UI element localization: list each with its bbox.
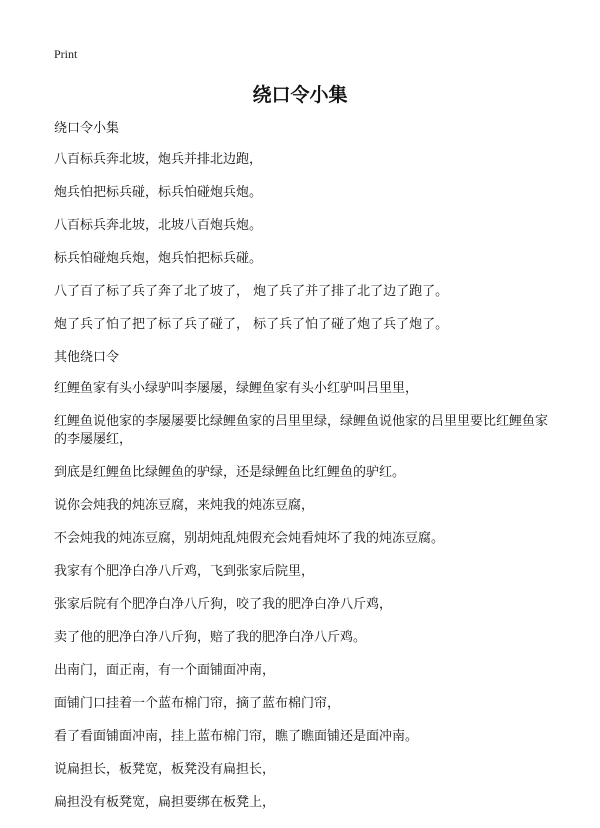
- text-line: 八了百了标了兵了奔了北了坡了， 炮了兵了并了排了北了边了跑了。: [54, 284, 449, 299]
- document-title: 绕口令小集: [252, 84, 348, 106]
- text-line: 扁担没有板凳宽，扁担要绑在板凳上，: [54, 795, 276, 810]
- text-line: 到底是红鲤鱼比绿鲤鱼的驴绿，还是绿鲤鱼比红鲤鱼的驴红。: [54, 465, 406, 480]
- text-line: 炮兵怕把标兵碰，标兵怕碰炮兵炮。: [54, 185, 263, 200]
- text-line: 不会炖我的炖冻豆腐，别胡炖乱炖假充会炖看炖坏了我的炖冻豆腐。: [54, 531, 445, 546]
- text-line: 出南门，面正南，有一个面铺面冲南，: [54, 663, 276, 678]
- text-line: 八百标兵奔北坡，北坡八百炮兵炮。: [54, 218, 263, 233]
- text-line: 我家有个肥净白净八斤鸡，飞到张家后院里，: [54, 564, 315, 579]
- text-line: 标兵怕碰炮兵炮，炮兵怕把标兵碰。: [54, 251, 263, 266]
- text-line: 卖了他的肥净白净八斤狗，赔了我的肥净白净八斤鸡。: [54, 630, 367, 645]
- print-label[interactable]: Print: [54, 47, 78, 61]
- section-heading-other: 其他绕口令: [54, 350, 120, 365]
- text-line: 说你会炖我的炖冻豆腐，来炖我的炖冻豆腐，: [54, 498, 315, 513]
- section-heading-tongue-twisters: 绕口令小集: [54, 121, 120, 136]
- text-line: 说扁担长，板凳宽，板凳没有扁担长，: [54, 762, 276, 777]
- text-line: 面铺门口挂着一个蓝布棉门帘，摘了蓝布棉门帘，: [54, 696, 341, 711]
- text-line: 张家后院有个肥净白净八斤狗，咬了我的肥净白净八斤鸡，: [54, 597, 393, 612]
- text-line: 八百标兵奔北坡，炮兵并排北边跑，: [54, 152, 263, 167]
- document-body: [54, 120, 554, 827]
- text-line: 红鲤鱼说他家的李屡屡要比绿鲤鱼家的吕里里绿，绿鲤鱼说他家的吕里里要比红鲤鱼家的李屡屡红，: [54, 414, 549, 447]
- text-line: 看了看面铺面冲南，挂上蓝布棉门帘，瞧了瞧面铺还是面冲南。: [54, 729, 419, 744]
- text-line: 炮了兵了怕了把了标了兵了碰了， 标了兵了怕了碰了炮了兵了炮了。: [54, 317, 449, 332]
- text-line: 红鲤鱼家有头小绿驴叫李屡屡，绿鲤鱼家有头小红驴叫吕里里，: [54, 381, 419, 396]
